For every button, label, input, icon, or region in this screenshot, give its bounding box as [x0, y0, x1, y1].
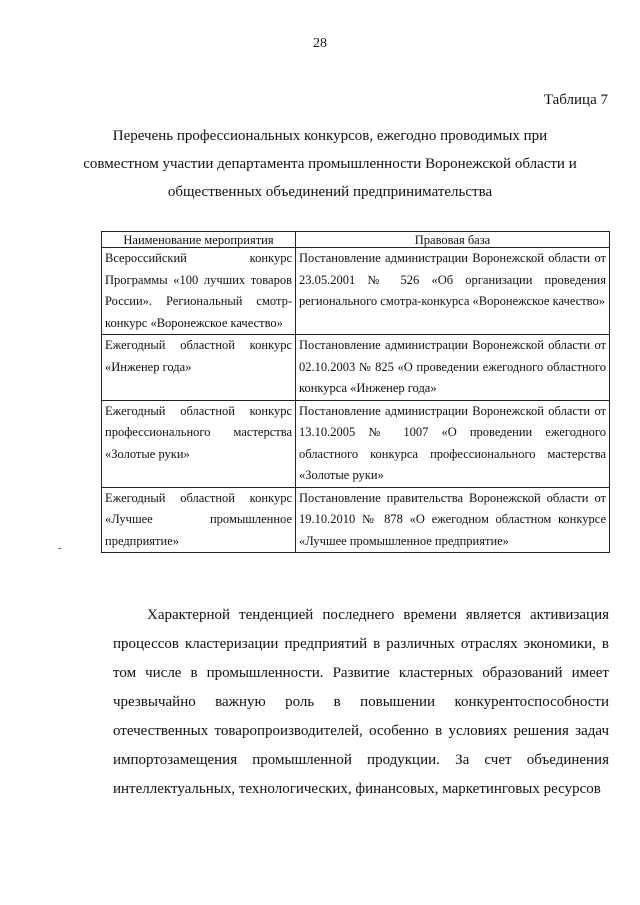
- basis-cell: Постановление правительства Воронежской области от 19.10.2010 № 878 «О ежегодном областном конкурсе «Лучшее промышленное предприятие»: [296, 487, 610, 553]
- table-row: [102, 487, 610, 553]
- page-number: 28: [313, 36, 327, 51]
- table-row: [102, 335, 610, 401]
- table-label: Таблица 7: [543, 92, 608, 108]
- event-cell: Всероссийский конкурс Программы «100 лучших товаров России». Региональный смотр-конкурс «Воронежское качество»: [102, 248, 296, 335]
- body-paragraph-block: [113, 601, 609, 804]
- contests-table: [101, 231, 610, 553]
- table-header-row: [102, 232, 610, 248]
- table-row: [102, 248, 610, 335]
- header-event: Наименование мероприятия: [102, 232, 296, 248]
- scan-speck: [58, 548, 61, 549]
- basis-cell: Постановление администрации Воронежской области от 23.05.2001 № 526 «Об организации проведения регионального смотра-конкурса «Воронежское качество»: [296, 248, 610, 335]
- event-cell: Ежегодный областной конкурс «Инженер года»: [102, 335, 296, 401]
- header-basis: Правовая база: [296, 232, 610, 248]
- event-cell: Ежегодный областной конкурс «Лучшее промышленное предприятие»: [102, 487, 296, 553]
- basis-cell: Постановление администрации Воронежской области от 02.10.2003 № 825 «О проведении ежегодного областного конкурса «Инженер года»: [296, 335, 610, 401]
- basis-cell: Постановление администрации Воронежской области от 13.10.2005 № 1007 «О проведении ежегодного областного конкурса профессионального мастерства «Золотые руки»: [296, 400, 610, 487]
- table-title: Перечень профессиональных конкурсов, ежегодно проводимых при совместном участии департамента промышленности Воронежской области и общественных объединений предпринимательства: [83, 128, 577, 200]
- event-cell: Ежегодный областной конкурс профессионального мастерства «Золотые руки»: [102, 400, 296, 487]
- table-row: [102, 400, 610, 487]
- body-paragraph: Характерной тенденцией последнего времени является активизация процессов кластеризации предприятий в различных отраслях экономики, в том числе в промышленности. Развитие кластерных образований имеет чрезвычайно важную роль в повышении конкурентоспособности отечественных товаропроизводителей, особенно в условиях решения задач импортозамещения промышленной продукции. За счет объединения интеллектуальных, технологических, финансовых, маркетинговых ресурсов: [113, 607, 609, 797]
